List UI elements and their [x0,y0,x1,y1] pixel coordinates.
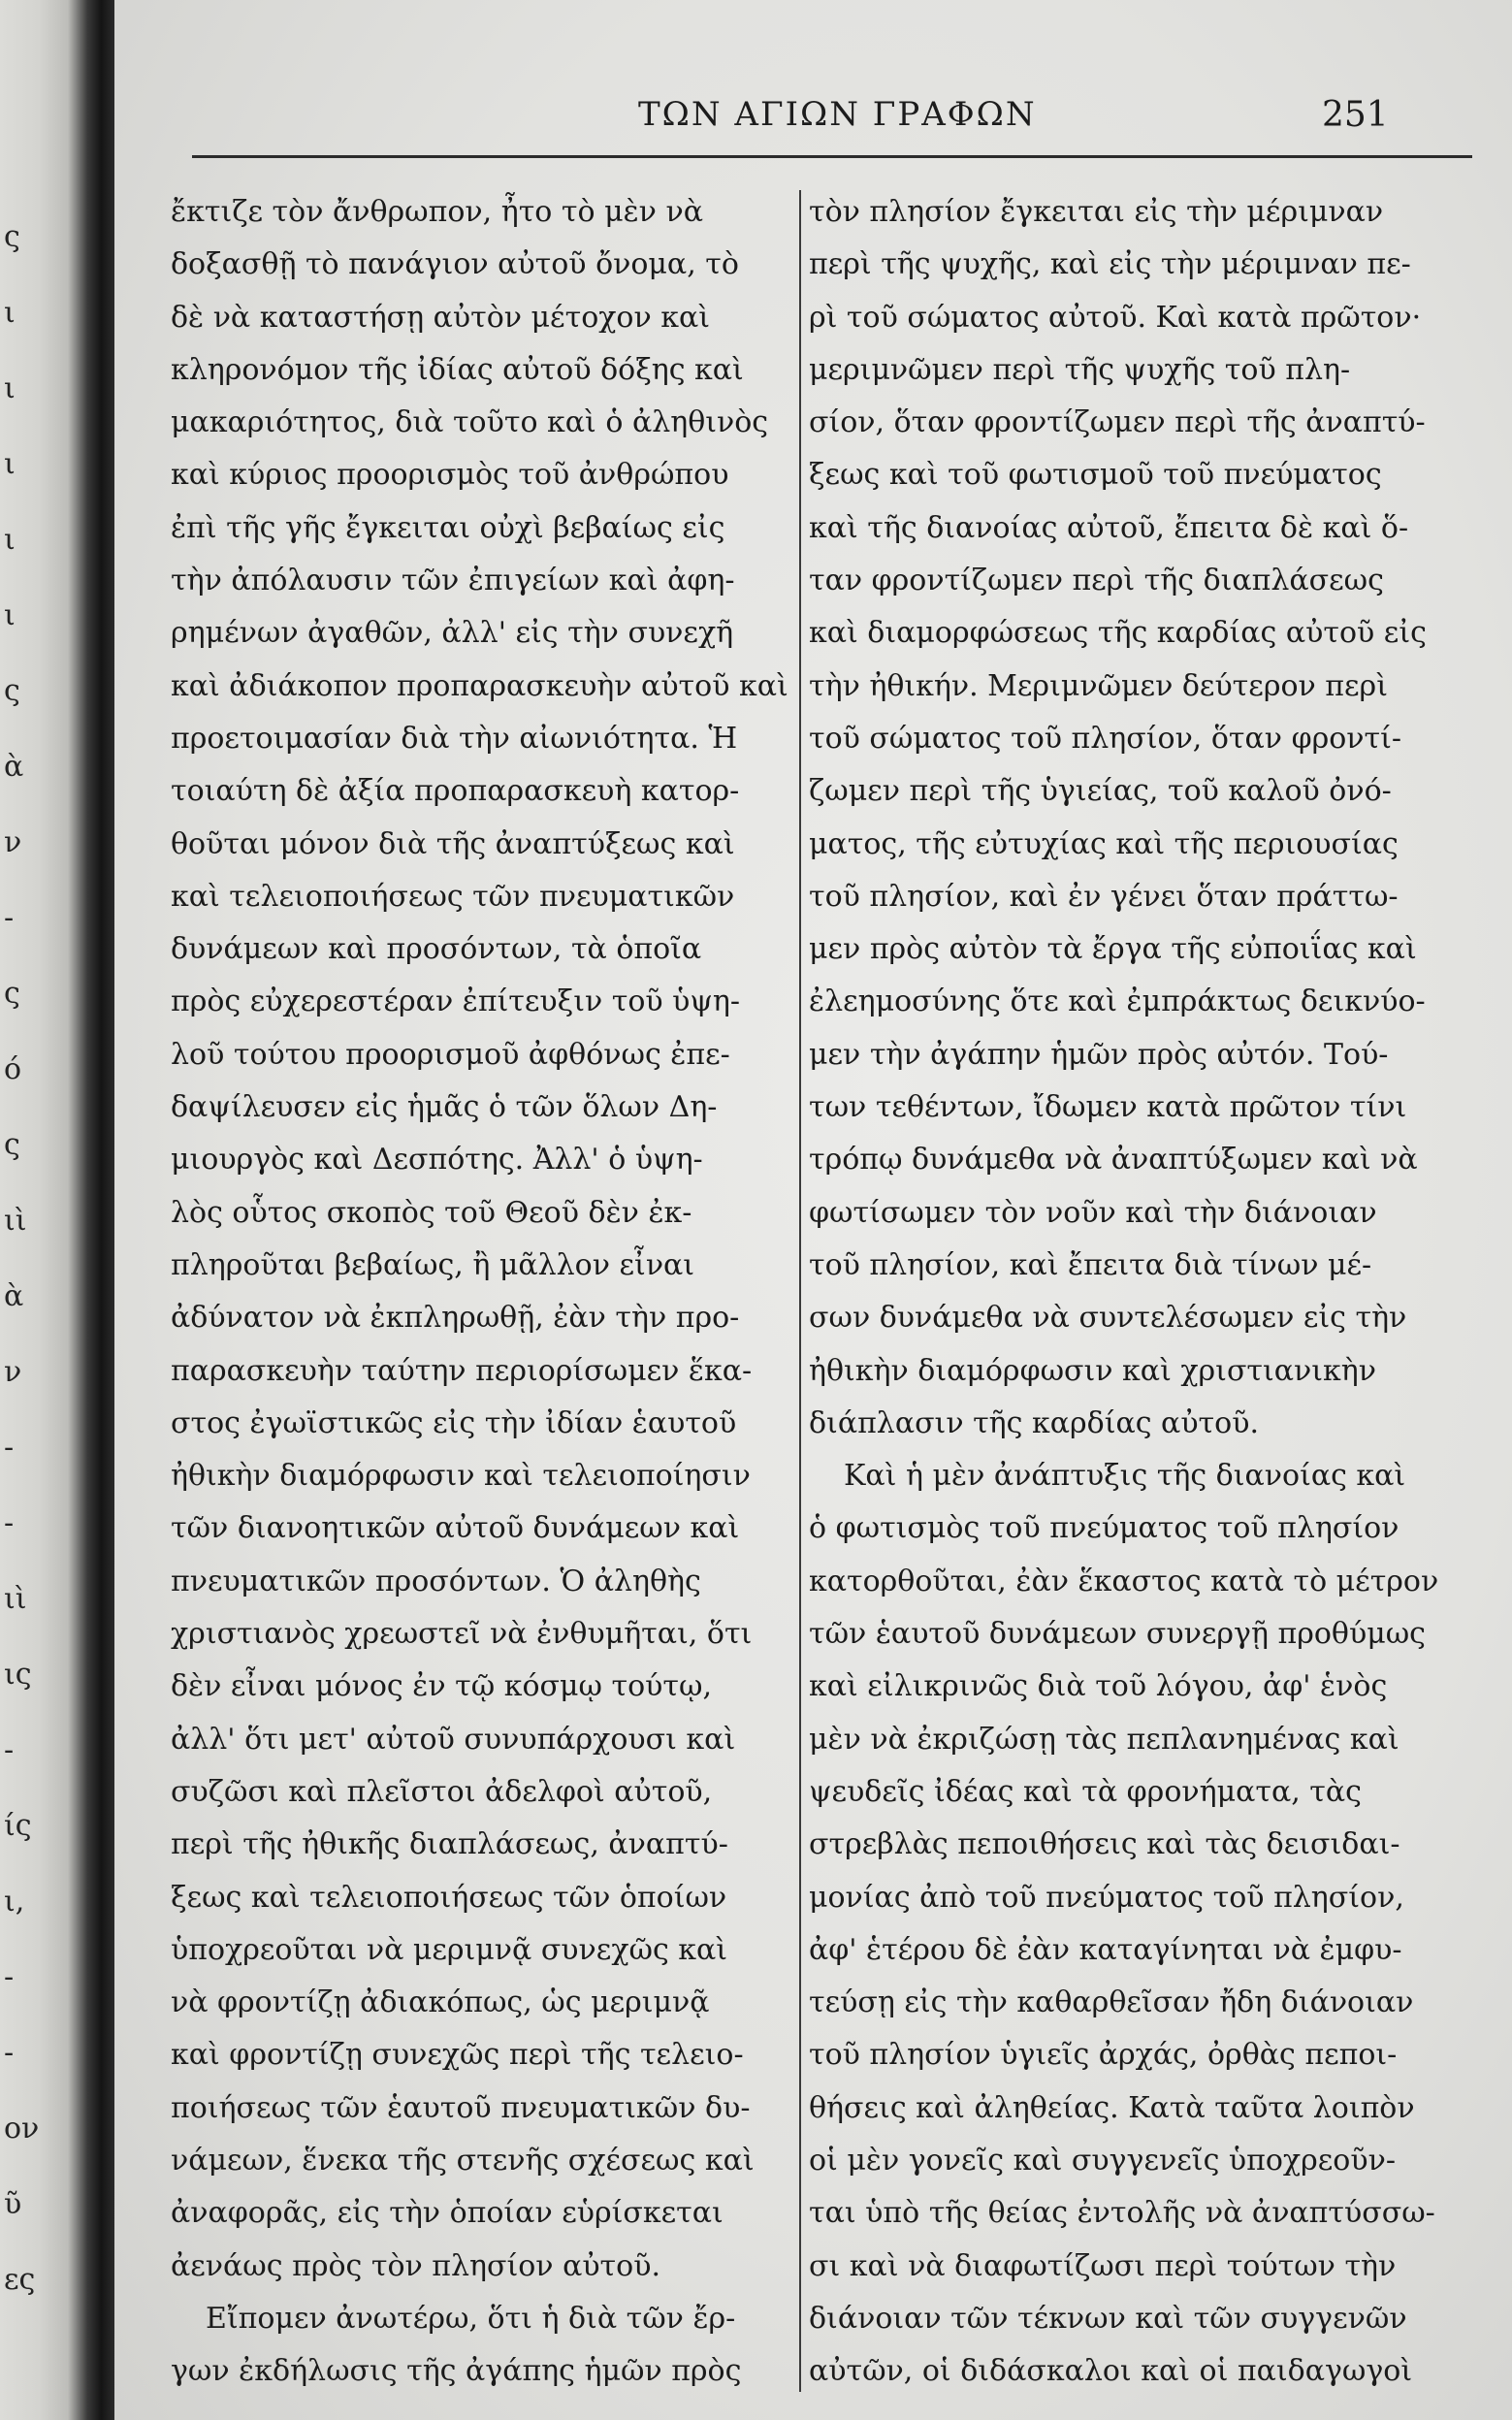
text-line: μεριμνῶμεν περὶ τῆς ψυχῆς τοῦ πλη- [809,352,1351,387]
margin-fragment: ῦ [4,2187,22,2221]
text-line: πνευματικῶν προσόντων. Ὁ ἀληθὴς [171,1564,701,1598]
header-rule [192,155,1472,158]
text-line: ξεως καὶ τελειοποιήσεως τῶν ὁποίων [171,1880,727,1915]
text-line: αὐτῶν, οἱ διδάσκαλοι καὶ οἱ παιδαγωγοὶ [809,2354,1413,2389]
margin-fragment: ς [4,674,20,708]
text-line: καὶ τελειοποιήσεως τῶν πνευματικῶν [171,879,735,914]
margin-fragment: ίς [4,1809,32,1843]
text-line: παρασκευὴν ταύτην περιορίσωμεν ἕκα- [171,1353,753,1388]
margin-fragment: ιὶ [4,1582,27,1616]
text-line: δὲν εἶναι μόνος ἐν τῷ κόσμῳ τούτῳ, [171,1669,712,1704]
margin-fragment: ον [4,2112,40,2146]
text-line: διάνοιαν τῶν τέκνων καὶ τῶν συγγενῶν [809,2301,1407,2336]
margin-fragment: ι [4,598,16,632]
text-line: ποιήσεως τῶν ἑαυτοῦ πνευματικῶν δυ- [171,2090,751,2125]
text-line: στος ἐγωϊστικῶς εἰς τὴν ἰδίαν ἑαυτοῦ [171,1405,737,1440]
text-line: νὰ φροντίζῃ ἀδιακόπως, ὡς μεριμνᾷ [171,1985,710,2020]
text-line: τοῦ πλησίον, καὶ ἔπειτα διὰ τίνων μέ- [809,1247,1372,1282]
text-line: διάπλασιν τῆς καρδίας αὐτοῦ. [809,1405,1259,1440]
text-line: ἐπὶ τῆς γῆς ἔγκειται οὐχὶ βεβαίως εἰς [171,510,725,545]
text-line: ξεως καὶ τοῦ φωτισμοῦ τοῦ πνεύματος [809,458,1382,493]
text-line: καὶ κύριος προορισμὸς τοῦ ἀνθρώπου [171,458,729,493]
margin-fragment: ι [4,447,16,481]
text-line: καὶ τῆς διανοίας αὐτοῦ, ἔπειτα δὲ καὶ ὅ- [809,510,1409,545]
text-line: δαψίλευσεν εἰς ἡμᾶς ὁ τῶν ὅλων Δη- [171,1090,718,1125]
left-column [171,186,791,2398]
text-line: ματος, τῆς εὐτυχίας καὶ τῆς περιουσίας [809,826,1399,861]
text-line: περὶ τῆς ἠθικῆς διαπλάσεως, ἀναπτύ- [171,1827,728,1862]
text-line: ζωμεν περὶ τῆς ὑγιείας, τοῦ καλοῦ ὀνό- [809,774,1392,809]
text-line: λὸς οὗτος σκοπὸς τοῦ Θεοῦ δὲν ἐκ- [171,1195,692,1230]
text-line: νάμεων, ἕνεκα τῆς στενῆς σχέσεως καὶ [171,2143,755,2178]
text-line: ἠθικὴν διαμόρφωσιν καὶ χριστιανικὴν [809,1353,1376,1388]
text-line: τὴν ἀπόλαυσιν τῶν ἐπιγείων καὶ ἀφη- [171,564,735,598]
text-line: μονίας ἀπὸ τοῦ πνεύματος τοῦ πλησίον, [809,1880,1404,1915]
text-line: σων δυνάμεθα νὰ συντελέσωμεν εἰς τὴν [809,1301,1407,1336]
text-line: τοῦ πλησίον ὑγιεῖς ἀρχάς, ὀρθὰς πεποι- [809,2038,1398,2073]
margin-fragment: ες [4,2263,36,2297]
text-line: θήσεις καὶ ἀληθείας. Κατὰ ταῦτα λοιπὸν [809,2090,1415,2125]
margin-fragment: ι, [4,1885,25,1919]
margin-fragment: ὰ [4,750,24,784]
text-line: ἀφ' ἑτέρου δὲ ἐὰν καταγίνηται νὰ ἐμφυ- [809,1932,1402,1967]
text-line: προετοιμασίαν διὰ τὴν αἰωνιότητα. Ἡ [171,721,738,756]
text-line: Καὶ ἡ μὲν ἀνάπτυξις τῆς διανοίας καὶ [844,1459,1406,1494]
text-line: ἐλεημοσύνης ὅτε καὶ ἐμπράκτως δεικνύο- [809,984,1426,1019]
margin-fragment: ό [4,1052,22,1086]
text-line: δυνάμεων καὶ προσόντων, τὰ ὁποῖα [171,932,702,967]
text-line: καὶ φροντίζῃ συνεχῶς περὶ τῆς τελειο- [171,2038,744,2073]
column-divider [799,190,801,2392]
margin-fragment: ιὶ [4,1204,27,1238]
book-page [114,0,1512,2420]
margin-fragment: ι [4,523,16,557]
text-line: τρόπῳ δυνάμεθα νὰ ἀναπτύξωμεν καὶ νὰ [809,1143,1418,1178]
margin-fragment: ν [4,1355,22,1389]
text-line: πρὸς εὐχερεστέραν ἐπίτευξιν τοῦ ὑψη- [171,984,741,1019]
text-line: συζῶσι καὶ πλεῖστοι ἀδελφοὶ αὐτοῦ, [171,1774,713,1809]
text-line: λοῦ τούτου προορισμοῦ ἀφθόνως ἐπε- [171,1037,730,1072]
text-line: ἔκτιζε τὸν ἄνθρωπον, ἦτο τὸ μὲν νὰ [171,195,703,229]
text-line: τοιαύτη δὲ ἀξία προπαρασκευὴ κατορ- [171,774,740,809]
text-line: στρεβλὰς πεποιθήσεις καὶ τὰς δεισιδαι- [809,1827,1400,1862]
text-line: τῶν ἑαυτοῦ δυνάμεων συνεργῇ προθύμως [809,1617,1426,1652]
text-line: ἀλλ' ὅτι μετ' αὐτοῦ συνυπάρχουσι καὶ [171,1722,736,1757]
text-line: ἠθικὴν διαμόρφωσιν καὶ τελειοποίησιν [171,1459,751,1494]
text-line: ρημένων ἀγαθῶν, ἀλλ' εἰς τὴν συνεχῆ [171,616,734,651]
margin-fragment: ν [4,825,22,859]
text-line: ἀναφορᾶς, εἰς τὴν ὁποίαν εὑρίσκεται [171,2196,724,2231]
margin-fragment: - [4,2036,15,2070]
text-line: οἱ μὲν γονεῖς καὶ συγγενεῖς ὑποχρεοῦν- [809,2143,1396,2178]
text-line: τὸν πλησίον ἔγκειται εἰς τὴν μέριμναν [809,195,1384,229]
margin-fragment: ις [4,1658,32,1692]
text-line: καὶ διαμορφώσεως τῆς καρδίας αὐτοῦ εἰς [809,616,1427,651]
text-line: μεν τὴν ἀγάπην ἡμῶν πρὸς αὐτόν. Τού- [809,1037,1389,1072]
text-line: ἀδύνατον νὰ ἐκπληρωθῇ, ἐὰν τὴν προ- [171,1301,740,1336]
text-line: καὶ εἰλικρινῶς διὰ τοῦ λόγου, ἀφ' ἑνὸς [809,1669,1388,1704]
text-line: τῶν διανοητικῶν αὐτοῦ δυνάμεων καὶ [171,1511,740,1546]
text-line: κληρονόμον τῆς ἰδίας αὐτοῦ δόξης καὶ [171,352,744,387]
margin-fragment: ὰ [4,1279,24,1313]
text-line: Εἴπομεν ἀνωτέρω, ὅτι ἡ διὰ τῶν ἔρ- [206,2301,736,2336]
margin-fragment: ς [4,220,20,254]
margin-fragment: ς [4,1128,20,1162]
text-line: μὲν νὰ ἐκριζώσῃ τὰς πεπλανημένας καὶ [809,1722,1399,1757]
text-line: σίον, ὅταν φροντίζωμεν περὶ τῆς ἀναπτύ- [809,405,1426,440]
text-line: πληροῦται βεβαίως, ἢ μᾶλλον εἶναι [171,1247,695,1282]
text-line: ται ὑπὸ τῆς θείας ἐντολῆς νὰ ἀναπτύσσω- [809,2196,1435,2231]
text-line: καὶ ἀδιάκοπον προπαρασκευὴν αὐτοῦ καὶ [171,668,788,703]
text-line: μιουργὸς καὶ Δεσπότης. Ἀλλ' ὁ ὑψη- [171,1143,703,1178]
page-number: 251 [1322,95,1389,135]
text-line: ὑποχρεοῦται νὰ μεριμνᾷ συνεχῶς καὶ [171,1932,728,1967]
text-line: θοῦται μόνον διὰ τῆς ἀναπτύξεως καὶ [171,826,735,861]
text-line: των τεθέντων, ἴδωμεν κατὰ πρῶτον τίνι [809,1090,1407,1125]
margin-fragment: - [4,1431,15,1465]
running-header: ΤΩΝ ΑΓΙΩΝ ΓΡΑΦΩΝ [638,95,1037,134]
margin-fragment: ι [4,296,16,330]
text-line: μακαριότητος, διὰ τοῦτο καὶ ὁ ἀληθινὸς [171,405,769,440]
text-line: ἀενάως πρὸς τὸν πλησίον αὐτοῦ. [171,2248,660,2283]
text-line: ρὶ τοῦ σώματος αὐτοῦ. Καὶ κατὰ πρῶτον· [809,300,1422,335]
text-line: φωτίσωμεν τὸν νοῦν καὶ τὴν διάνοιαν [809,1195,1377,1230]
text-line: ψευδεῖς ἰδέας καὶ τὰ φρονήματα, τὰς [809,1774,1362,1809]
text-line: μεν πρὸς αὐτὸν τὰ ἔργα τῆς εὐποιΐας καὶ [809,932,1417,967]
margin-fragment: - [4,1506,15,1540]
text-line: περὶ τῆς ψυχῆς, καὶ εἰς τὴν μέριμναν πε- [809,247,1411,282]
text-line: δοξασθῇ τὸ πανάγιον αὐτοῦ ὄνομα, τὸ [171,247,739,282]
text-line: τεύσῃ εἰς τὴν καθαρθεῖσαν ἤδη διάνοιαν [809,1985,1414,2020]
text-line: ταν φροντίζωμεν περὶ τῆς διαπλάσεως [809,564,1384,598]
text-line: τοῦ σώματος τοῦ πλησίον, ὅταν φροντί- [809,721,1402,756]
margin-fragment: ι [4,371,16,405]
text-line: ὁ φωτισμὸς τοῦ πνεύματος τοῦ πλησίον [809,1511,1399,1546]
margin-fragment: - [4,1733,15,1767]
text-line: χριστιανὸς χρεωστεῖ νὰ ἐνθυμῆται, ὅτι [171,1617,753,1652]
text-line: σι καὶ νὰ διαφωτίζωσι περὶ τούτων τὴν [809,2248,1397,2283]
text-line: τὴν ἠθικήν. Μεριμνῶμεν δεύτερον περὶ [809,668,1388,703]
text-line: τοῦ πλησίον, καὶ ἐν γένει ὅταν πράττω- [809,879,1399,914]
text-line: δὲ νὰ καταστήσῃ αὐτὸν μέτοχον καὶ [171,300,711,335]
text-line: κατορθοῦται, ἐὰν ἕκαστος κατὰ τὸ μέτρον [809,1564,1439,1598]
text-line: γων ἐκδήλωσις τῆς ἀγάπης ἡμῶν πρὸς [171,2354,742,2389]
margin-fragment: - [4,901,15,935]
margin-fragment: ς [4,977,20,1011]
right-column [809,186,1470,2398]
margin-fragment: - [4,1960,15,1994]
